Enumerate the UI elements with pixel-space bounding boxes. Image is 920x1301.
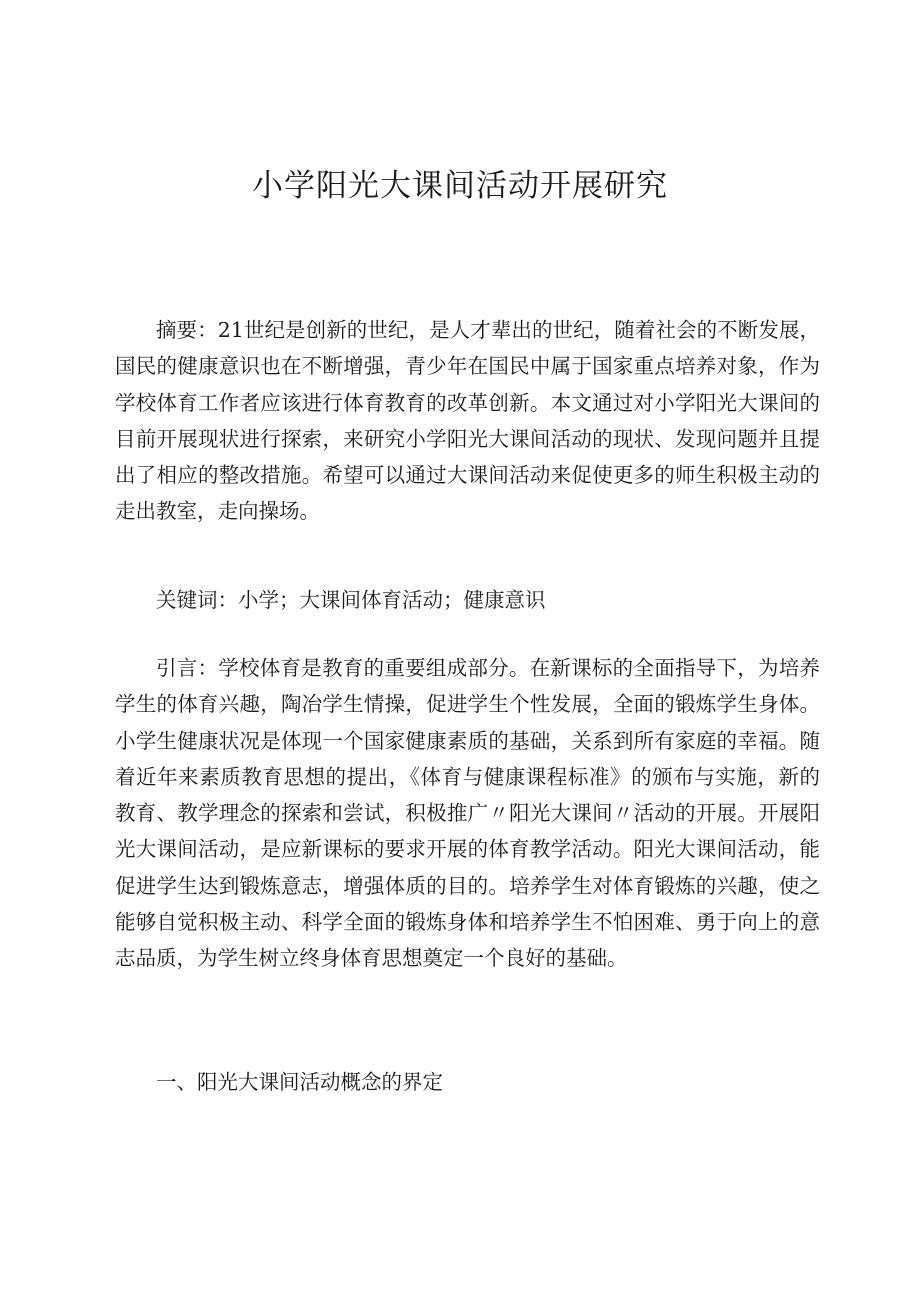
introduction-paragraph: 引言：学校体育是教育的重要组成部分。在新课标的全面指导下，为培养学生的体育兴趣，陶冶学生情操，促进学生个性发展，全面的锻炼学生身体。小学生健康状况是体现一个国家健康素质的基础，关系到所有家庭的幸福。随着近年来素质教育思想的提出，《体育与健康课程标准》的颁布与实施，新的教育、教学理念的探索和尝试，积极推广〃阳光大课间〃活动的开展。开展阳光大课间活动，是应新课标的要求开展的体育教学活动。阳光大课间活动，能促进学生达到锻炼意志，增强体质的目的。培养学生对体育锻炼的兴趣，使之能够自觉积极主动、科学全面的锻炼身体和培养学生不怕困难、勇于向上的意志品质，为学生树立终身体育思想奠定一个良好的基础。 xyxy=(115,656,820,971)
document-title: 小学阳光大课间活动开展研究 xyxy=(252,168,668,204)
keywords-paragraph: 关键词：小学；大课间体育活动；健康意识 xyxy=(156,588,546,612)
section-heading: 一、阳光大课间活动概念的界定 xyxy=(156,1070,443,1094)
abstract-paragraph: 摘要：21世纪是创新的世纪，是人才辈出的世纪，随着社会的不断发展，国民的健康意识也在不断增强，青少年在国民中属于国家重点培养对象，作为学校体育工作者应该进行体育教育的改革创新。本文通过对小学阳光大课间的目前开展现状进行探索，来研究小学阳光大课间活动的现状、发现问题并且提出了相应的整改措施。希望可以通过大课间活动来促使更多的师生积极主动的走出教室，走向操场。 xyxy=(115,318,820,524)
